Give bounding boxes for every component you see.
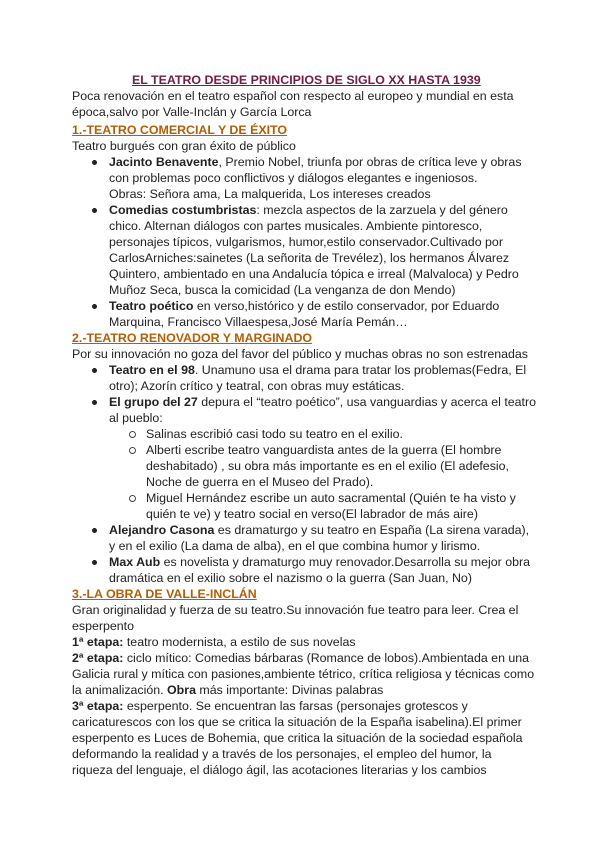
item-text: en verso,histórico y de estilo conservador, por Eduardo bbox=[193, 299, 500, 313]
bullet-icon bbox=[92, 560, 97, 565]
item-text: al pueblo: bbox=[109, 411, 163, 425]
section-3-heading: 3.-LA OBRA DE VALLE-INCLÁN bbox=[72, 587, 257, 601]
bold-term: Jacinto Benavente bbox=[109, 155, 219, 169]
paragraph-line bbox=[72, 682, 383, 698]
item-text: es novelista y dramaturgo muy renovador.Desarrolla su mejor obra bbox=[160, 555, 530, 569]
item-text: con problemas poco conflictivos y diálogos elegantes e ingeniosos. bbox=[109, 171, 478, 185]
bold-term: Teatro poético bbox=[109, 299, 194, 313]
item-text: , Premio Nobel, triunfa por obras de crítica leve y obras bbox=[218, 155, 522, 169]
paragraph-line: esperpento es Luces de Bohemia, que critica la situación de la sociedad española bbox=[72, 731, 523, 745]
list-item bbox=[109, 202, 508, 218]
intro-line-1: Poca renovación en el teatro español con respecto al europeo y mundial en esta bbox=[72, 89, 514, 103]
stage-label: 3ª etapa: bbox=[72, 699, 124, 713]
circle-bullet-icon bbox=[129, 447, 136, 454]
item-text: : mezcla aspectos de la zarzuela y del género bbox=[256, 203, 508, 217]
bullet-icon bbox=[92, 160, 97, 165]
item-text: Obras: Señora ama, La malquerida, Los intereses creados bbox=[109, 187, 431, 201]
stage-text: más importante: Divinas palabras bbox=[195, 683, 384, 697]
bullet-icon bbox=[92, 528, 97, 533]
paragraph-line: Galicia rural y mítica con pasiones,ambiente tétrico, crítica religiosa y técnicas como bbox=[72, 667, 535, 681]
section-2-subtitle: Por su innovación no goza del favor del público y muchas obras no son estrenadas bbox=[72, 347, 528, 361]
bullet-icon bbox=[92, 304, 97, 309]
item-text: Quintero, ambientado en una Andalucía tópica e irreal (Malvaloca) y Pedro bbox=[109, 267, 519, 281]
item-text: . Unamuno usa el drama para tratar los problemas(Fedra, El bbox=[194, 363, 527, 377]
item-text: es dramaturgo y su teatro en España (La sirena varada), bbox=[214, 523, 530, 537]
list-item bbox=[109, 554, 530, 570]
stage-label: 2ª etapa: bbox=[72, 651, 124, 665]
list-item bbox=[109, 298, 499, 314]
item-text: Muñoz Seca, busca la comicidad (La venganza de don Mendo) bbox=[109, 283, 456, 297]
list-item bbox=[109, 522, 529, 538]
item-text: y en el exilio (La dama de alba), en el que combina humor y lirismo. bbox=[109, 539, 481, 553]
bold-term: Teatro en el 98 bbox=[109, 363, 195, 377]
stage-text: teatro modernista, a estilo de sus novelas bbox=[123, 635, 356, 649]
bullet-icon bbox=[92, 400, 97, 405]
paragraph-line: riqueza del lenguaje, el diálogo ágil, las acotaciones literarias y los cambios bbox=[72, 763, 487, 777]
section-1-heading: 1.-TEATRO COMERCIAL Y DE ÉXITO bbox=[72, 123, 288, 137]
item-text: chico. Alternan diálogos con partes musicales. Ambiente pintoresco, bbox=[109, 219, 483, 233]
section-1-subtitle: Teatro burgués con gran éxito de público bbox=[72, 139, 296, 153]
section-2-heading: 2.-TEATRO RENOVADOR Y MARGINADO bbox=[72, 331, 313, 345]
circle-bullet-icon bbox=[129, 495, 136, 502]
list-item bbox=[109, 154, 522, 170]
stage-label: 1ª etapa: bbox=[72, 635, 124, 649]
paragraph-line: Gran originalidad y fuerza de su teatro.Su innovación fue teatro para leer. Crea el bbox=[72, 603, 519, 617]
bullet-icon bbox=[92, 208, 97, 213]
bold-term: Max Aub bbox=[109, 555, 161, 569]
stage-text: ciclo mítico: Comedias bárbaras (Romance de lobos).Ambientada en una bbox=[123, 651, 530, 665]
item-text: personajes típicos, vulgarismos, humor,estilo conservador.Cultivado por bbox=[109, 235, 503, 249]
stage-1 bbox=[72, 634, 356, 650]
circle-bullet-icon bbox=[129, 431, 136, 438]
sub-list-item: Alberti escribe teatro vanguardista antes de la guerra (El hombre bbox=[146, 443, 502, 457]
item-text: CarlosArniches:sainetes (La señorita de Trevélez), los hermanos Álvarez bbox=[109, 251, 510, 265]
sub-list-item: Miguel Hernández escribe un auto sacramental (Quién te ha visto y bbox=[146, 491, 516, 505]
paragraph-line: esperpento bbox=[72, 619, 135, 633]
bold-term: Comedias costumbristas bbox=[109, 203, 257, 217]
list-item bbox=[109, 362, 526, 378]
page-title: EL TEATRO DESDE PRINCIPIOS DE SIGLO XX HASTA 1939 bbox=[132, 73, 481, 87]
bold-term: Obra bbox=[167, 683, 196, 697]
item-text: dramática en el exilio sobre el nazismo o la guerra (San Juan, No) bbox=[109, 571, 472, 585]
item-text: Marquina, Francisco Villaespesa,José María Pemán… bbox=[109, 315, 408, 329]
stage-text: la animalización. bbox=[72, 683, 168, 697]
stage-3 bbox=[72, 698, 468, 714]
bullet-icon bbox=[92, 368, 97, 373]
stage-text: esperpento. Se encuentran las farsas (personajes grotescos y bbox=[123, 699, 468, 713]
item-text: otro); Azorín crítico y teatral, con obras muy estáticas. bbox=[109, 379, 405, 393]
item-text: deshabitado) , su obra más importante es en el exilio (El adefesio, bbox=[146, 459, 509, 473]
intro-line-2: época,salvo por Valle-Inclán y García Lorca bbox=[72, 105, 312, 119]
item-text: depura el “teatro poético”, usa vanguardias y acerca el teatro bbox=[197, 395, 537, 409]
stage-2 bbox=[72, 650, 529, 666]
paragraph-line: caricaturescos con los que se critica la situación de la España isabelina).El primer bbox=[72, 715, 522, 729]
list-item bbox=[109, 394, 536, 410]
bold-term: Alejandro Casona bbox=[109, 523, 215, 537]
bold-term: El grupo del 27 bbox=[109, 395, 198, 409]
item-text: quién te ve) y teatro social en verso(El labrador de más aire) bbox=[146, 507, 478, 521]
paragraph-line: deformando la realidad y a través de los personajes, el empleo del humor, la bbox=[72, 747, 492, 761]
sub-list-item: Salinas escribió casi todo su teatro en el exilio. bbox=[146, 427, 403, 441]
item-text: Noche de guerra en el Museo del Prado). bbox=[146, 475, 374, 489]
